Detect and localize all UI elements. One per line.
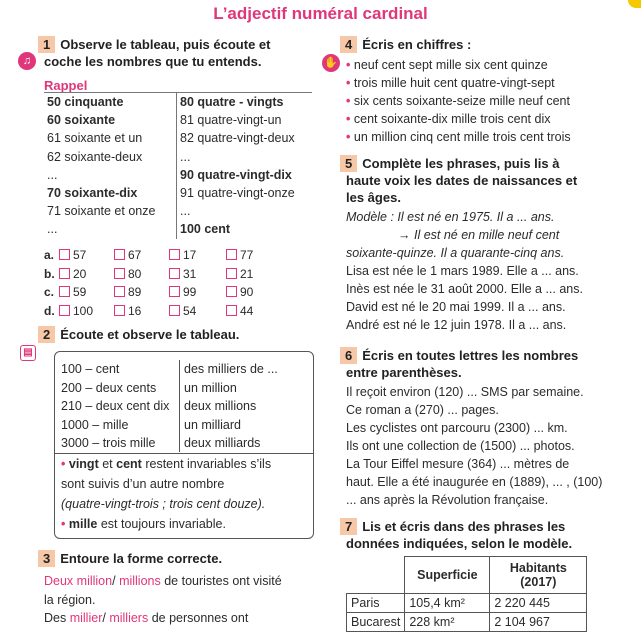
rappel-row: 60 soixante [47,113,116,128]
ex5-instruction-line3: les âges. [346,190,401,205]
ex6-number: 6 [340,347,357,364]
city-data-table [346,556,587,632]
exercise-line: haut. Elle a été inaugurée en (1889), ... , (100) [346,475,603,489]
rappel-left-column [47,93,155,239]
ex7-heading: 7 Lis et écris dans des phrases les [340,518,565,535]
table-row: 100 – cent des milliers de ... [61,362,278,376]
ex1-number: 1 [38,36,55,53]
ex5-heading: 5 Complète les phrases, puis lis à [340,155,559,172]
exercise-line: La Tour Eiffel mesure (364) ... mètres de [346,457,570,471]
rappel-label: Rappel [44,78,88,93]
ex4-list [346,56,571,146]
rappel-row: 91 quatre-vingt-onze [180,185,295,200]
exercise-line: Lisa est née le 1 mars 1989. Elle a ... ans. [346,264,579,278]
checkbox-option[interactable]: 17 [169,246,196,264]
ex3-line: Des millier/ milliers de personnes ont [44,611,249,625]
checkbox-option[interactable]: 67 [114,246,141,264]
rappel-row: 61 soixante et un [47,131,143,146]
area-cell: 228 km² [405,613,490,632]
exercise-line: Ils ont une collection de (1500) ... photos. [346,439,575,453]
hand-icon: ✋ [322,54,340,72]
ex4-instruction: Écris en chiffres : [362,37,472,52]
ex6-instruction-line2: entre parenthèses. [346,365,462,380]
table-row: 200 – deux cents un million [61,380,237,395]
list-item: • un million cinq cent mille trois cent trois [346,130,571,144]
checkbox-option[interactable]: 31 [169,265,196,283]
col-habitants: Habitants (2017) [490,557,587,594]
rappel-row: 71 soixante et onze [47,204,156,219]
ex2-number: 2 [38,326,55,343]
list-item: • neuf cent sept mille six cent quinze [346,58,548,72]
rappel-row: ... [180,149,191,164]
checkbox-option[interactable]: 57 [59,246,86,264]
page-title: L’adjectif numéral cardinal [213,4,428,23]
population-cell: 2 220 445 [490,594,587,613]
ex2-table [54,351,314,539]
checkbox-option[interactable]: 90 [226,283,253,301]
exercise-line: Les cyclistes ont parcouru (2300) ... km. [346,421,568,435]
list-item: • trois mille huit cent quatre-vingt-sept [346,76,555,90]
rappel-table [44,92,312,237]
rappel-row: ... [47,167,58,182]
city-cell: Paris [347,594,405,613]
checkbox-option[interactable]: 16 [114,302,141,320]
ex7-number: 7 [340,518,357,535]
checkbox-row [44,302,314,321]
col-superficie: Superficie [405,557,490,594]
ex1-heading [38,36,270,53]
checkbox-option[interactable]: 44 [226,302,253,320]
checkbox-option[interactable]: 80 [114,265,141,283]
model-line: soixante-quinze. Il a quarante-cinq ans. [346,246,565,260]
ex6-heading: 6 Écris en toutes lettres les nombres [340,347,578,364]
rappel-row: 70 soixante-dix [47,185,138,200]
list-item: • six cents soixante-seize mille neuf cent [346,94,570,108]
ex1-instruction-line2: coche les nombres que tu entends. [44,54,262,69]
area-cell: 105,4 km² [405,594,490,613]
rappel-row: 50 cinquante [47,95,124,109]
rappel-row: ... [180,204,191,219]
checkbox-row [44,246,314,265]
checkbox-option[interactable]: 89 [114,283,141,301]
model-line: Modèle : Il est né en 1975. Il a ... ans. [346,210,555,224]
checkbox-option[interactable]: 100 [59,302,93,320]
ex3-instruction: Entoure la forme correcte. [60,551,223,566]
checkbox-option[interactable]: 99 [169,283,196,301]
ex3-body [44,572,282,628]
checkbox-option[interactable]: 20 [59,265,86,283]
table-header-row [347,557,587,594]
ex3-line: Deux million/ millions de touristes ont visité [44,574,282,588]
ex5-instruction-line2: haute voix les dates de naissances et [346,173,578,188]
list-item: • cent soixante-dix mille trois cent dix [346,112,551,126]
speech-icon: ▤ [20,345,36,361]
population-cell: 2 104 967 [490,613,587,632]
table-row [347,613,587,632]
headphone-icon: ♫ [18,52,36,70]
exercise-line: Il reçoit environ (120) ... SMS par semaine. [346,385,584,399]
ex4-number: 4 [340,36,357,53]
checkbox-grid [44,246,314,320]
checkbox-row [44,265,314,284]
checkbox-option[interactable]: 77 [226,246,253,264]
ex3-line: la région. [44,592,96,607]
ex5-body [346,208,583,334]
rappel-row: 90 quatre-vingt-dix [180,167,292,182]
rappel-row: 80 quatre - vingts [180,95,284,109]
row-label: d. [44,303,55,318]
ex1-instruction-line1: Observe le tableau, puis écoute et [60,37,271,52]
row-label: c. [44,285,55,299]
checkbox-option[interactable]: 54 [169,302,196,320]
table-row: 1000 – mille un milliard [61,417,241,432]
exercise-line: Ce roman a (270) ... pages. [346,403,499,417]
ex2-heading [38,326,239,343]
exercise-line: ... ans après la Révolution française. [346,493,549,507]
row-label: b. [44,266,55,281]
ex6-body [346,383,602,509]
city-cell: Bucarest [347,613,405,632]
model-line: → Il est né en mille neuf cent [398,228,560,242]
rappel-row: 62 soixante-deux [47,149,143,164]
rappel-table-divider [176,93,177,239]
checkbox-option[interactable]: 59 [59,283,86,301]
checkbox-row [44,283,314,302]
exercise-line: Inès est née le 31 août 2000. Elle a ... ans. [346,282,583,296]
rappel-row: ... [47,222,58,237]
rappel-right-column [180,93,295,239]
table-row [347,594,587,613]
grammar-note-2: • mille est toujours invariable. [61,516,226,531]
ex3-heading [38,550,222,567]
table-row: 3000 – trois mille deux milliards [55,434,313,454]
ex4-heading [340,36,471,53]
rappel-row: 81 quatre-vingt-un [180,113,282,128]
exercise-line: André est né le 12 juin 1978. Il a ... ans. [346,318,567,332]
checkbox-option[interactable]: 21 [226,265,253,283]
grammar-note-1: • vingt et cent restent invariables s’ils sont suivis d’un autre nombre (quatre-vingt-trois ; trois cent douze). [61,456,272,511]
rappel-row: 82 quatre-vingt-deux [180,131,295,146]
ex3-number: 3 [38,550,55,567]
rappel-row: 100 cent [180,222,231,237]
ex2-instruction: Écoute et observe le tableau. [60,327,240,342]
ex7-instruction-line2: données indiquées, selon le modèle. [346,536,573,551]
row-label: a. [44,248,55,262]
table-row: 210 – deux cent dix deux millions [61,399,257,413]
exercise-line: David est né le 20 mai 1999. Il a ... ans. [346,300,566,314]
ex5-number: 5 [340,155,357,172]
